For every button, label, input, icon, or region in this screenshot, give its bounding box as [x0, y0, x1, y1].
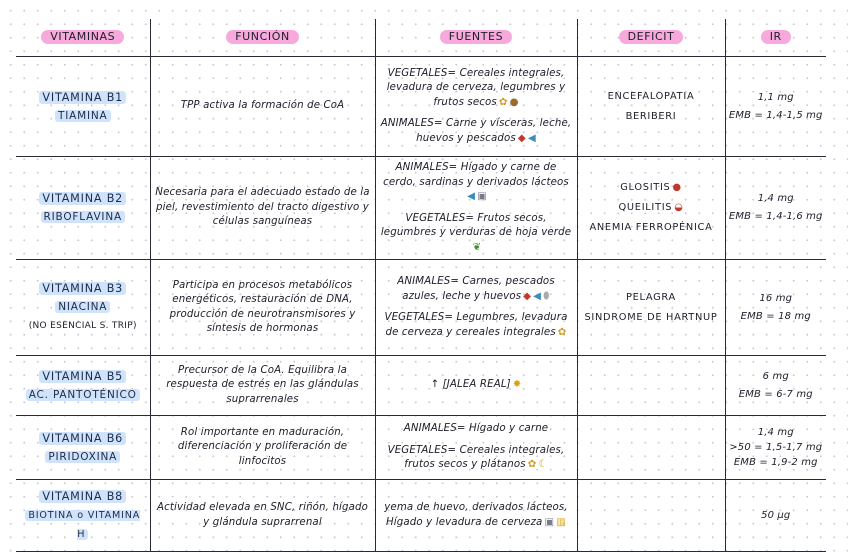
tongue-icon: ● — [672, 182, 682, 193]
fish-icon: ◀ — [527, 132, 536, 144]
header-ir — [725, 19, 826, 57]
vitamin-name: VITAMINA B5 — [39, 370, 126, 383]
ir-value: 50 µg — [761, 509, 791, 521]
source-text: VEGETALES= Cereales integrales, frutos secos y plátanos — [387, 444, 565, 471]
ir-value: EMB = 1,9-2 mg — [733, 457, 818, 468]
egg-icon: ⬮ — [543, 290, 550, 302]
vitamin-subname: AC. PANTOTÉNICO — [26, 389, 140, 401]
deficit-item: ENCEFALOPATIA — [607, 90, 695, 102]
fish-icon: ◀ — [467, 191, 476, 202]
meat-icon: ◆ — [523, 290, 532, 302]
table-row — [16, 356, 826, 416]
source-text: ANIMALES= Carnes, pescados azules, leche y huevos — [397, 276, 555, 302]
deficit-item: GLOSITIS — [620, 182, 671, 193]
deficit-item: SINDROME DE HARTNUP — [584, 311, 718, 323]
vitamin-name: VITAMINA B6 — [39, 432, 126, 445]
vitamin-table — [16, 19, 826, 552]
beer-icon: ▥ — [556, 516, 567, 528]
vitamin-subname: RIBOFLAVINA — [41, 211, 125, 223]
milk-icon: ▣ — [477, 191, 487, 202]
ir-value: EMB = 6-7 mg — [738, 388, 813, 400]
vitamin-cell — [16, 260, 150, 356]
deficit-cell — [577, 356, 725, 416]
leaf-icon: ❦ — [472, 241, 482, 253]
header-fuentes-label: FUENTES — [440, 30, 512, 45]
header-deficit — [577, 19, 725, 57]
sources-cell — [375, 356, 577, 416]
bee-icon: ✸ — [512, 379, 522, 391]
function-cell — [150, 356, 375, 416]
sources-cell — [375, 57, 577, 157]
header-vitaminas — [16, 19, 150, 57]
function-cell — [150, 157, 375, 260]
ir-value: EMB = 1,4-1,6 mg — [728, 211, 823, 222]
ir-value: >50 = 1,5-1,7 mg — [729, 442, 823, 453]
source-text: VEGETALES= Cereales integrales, levadura de cerveza, legumbres y frutos secos — [386, 67, 566, 108]
source-text: yema de huevo, derivados lácteos, Hígado y levadura de cerveza — [384, 502, 568, 528]
vitamin-subname: NIACINA — [55, 301, 110, 313]
header-deficit-label: DEFICIT — [619, 30, 684, 45]
source-text: VEGETALES= Legumbres, levadura de cerveza y cereales integrales — [384, 312, 568, 338]
sources-cell — [375, 480, 577, 552]
sources-cell — [375, 157, 577, 260]
vitamin-cell — [16, 480, 150, 552]
wheat-icon: ✿ — [557, 326, 567, 338]
vitamin-cell — [16, 157, 150, 260]
ir-value: 6 mg — [762, 370, 789, 382]
deficit-item: ANEMIA FERROPÉNICA — [589, 222, 713, 233]
fish-icon: ◀ — [533, 290, 542, 302]
vitamin-note: (NO ESENCIAL S. TRIP) — [28, 321, 137, 331]
deficit-cell — [577, 57, 725, 157]
function-cell — [150, 416, 375, 480]
table-row — [16, 416, 826, 480]
header-ir-label: IR — [761, 30, 791, 45]
ir-cell — [725, 260, 826, 356]
deficit-cell — [577, 260, 725, 356]
ir-cell — [725, 57, 826, 157]
header-funcion-label: FUNCIÓN — [226, 30, 299, 45]
table-row — [16, 157, 826, 260]
vitamin-name: VITAMINA B1 — [39, 91, 126, 104]
header-row — [16, 19, 826, 57]
wheat-icon: ✿ — [527, 459, 537, 471]
ir-cell — [725, 480, 826, 552]
ir-value: EMB = 18 mg — [740, 310, 811, 322]
table-row — [16, 480, 826, 552]
vitamin-subname: TIAMINA — [55, 110, 111, 122]
ir-cell — [725, 416, 826, 480]
ir-value: 1,4 mg — [757, 193, 794, 204]
banana-icon: ☾ — [538, 459, 548, 471]
vitamin-table-sheet — [16, 19, 826, 540]
ir-cell — [725, 157, 826, 260]
function-cell — [150, 480, 375, 552]
deficit-item: PELAGRA — [626, 291, 676, 303]
sources-cell — [375, 260, 577, 356]
function-text: TPP activa la formación de CoA — [180, 100, 345, 112]
vitamin-name: VITAMINA B2 — [39, 192, 126, 205]
function-text: Actividad elevada en SNC, riñón, hígado y glándula suprarrenal — [156, 502, 369, 528]
source-text: ANIMALES= Carne y vísceras, leche, huevos y pescados — [380, 118, 572, 144]
table-row — [16, 57, 826, 157]
source-text: ANIMALES= Hígado y carne de cerdo, sardinas y derivados lácteos — [383, 162, 569, 188]
deficit-item: QUEILITIS — [618, 202, 673, 213]
deficit-cell — [577, 157, 725, 260]
source-text: VEGETALES= Frutos secos, legumbres y verduras de hoja verde — [380, 212, 572, 238]
sources-cell — [375, 416, 577, 480]
source-text: ↑ [JALEA REAL] — [430, 379, 511, 391]
vitamin-cell — [16, 356, 150, 416]
vitamin-name: VITAMINA B3 — [39, 282, 126, 295]
wheat-icon: ✿ — [498, 96, 508, 108]
vitamin-cell — [16, 57, 150, 157]
milk-icon: ▣ — [544, 516, 555, 528]
source-text: ANIMALES= Hígado y carne — [403, 423, 549, 435]
deficit-cell — [577, 480, 725, 552]
vitamin-subname: BIOTINA o VITAMINA H — [25, 510, 140, 540]
function-cell — [150, 260, 375, 356]
function-text: Necesaria para el adecuado estado de la piel, revestimiento del tracto digestivo y células sanguíneas — [155, 187, 370, 228]
header-fuentes — [375, 19, 577, 57]
lips-icon: ◒ — [674, 202, 684, 213]
ir-cell — [725, 356, 826, 416]
function-cell — [150, 57, 375, 157]
table-row — [16, 260, 826, 356]
ir-value: 1,4 mg — [757, 427, 794, 438]
function-text: Precursor de la CoA. Equilibra la respuesta de estrés en las glándulas suprarrenales — [166, 364, 359, 405]
ir-value: 1,1 mg — [757, 91, 794, 103]
header-funcion — [150, 19, 375, 57]
header-vitaminas-label: VITAMINAS — [41, 30, 124, 45]
nut-icon: ● — [509, 96, 519, 108]
vitamin-subname: PIRIDOXINA — [45, 451, 120, 463]
deficit-item: BERIBERI — [625, 110, 677, 122]
function-text: Participa en procesos metabólicos energéticos, restauración de DNA, producción de neurotransmisores y síntesis de hormonas — [169, 279, 356, 334]
vitamin-name: VITAMINA B8 — [39, 490, 126, 503]
ir-value: EMB = 1,4-1,5 mg — [728, 109, 823, 121]
deficit-cell — [577, 416, 725, 480]
meat-icon: ◆ — [517, 132, 526, 144]
ir-value: 16 mg — [759, 292, 793, 304]
function-text: Rol importante en maduración, diferenciación y proliferación de linfocitos — [177, 426, 348, 467]
vitamin-cell — [16, 416, 150, 480]
